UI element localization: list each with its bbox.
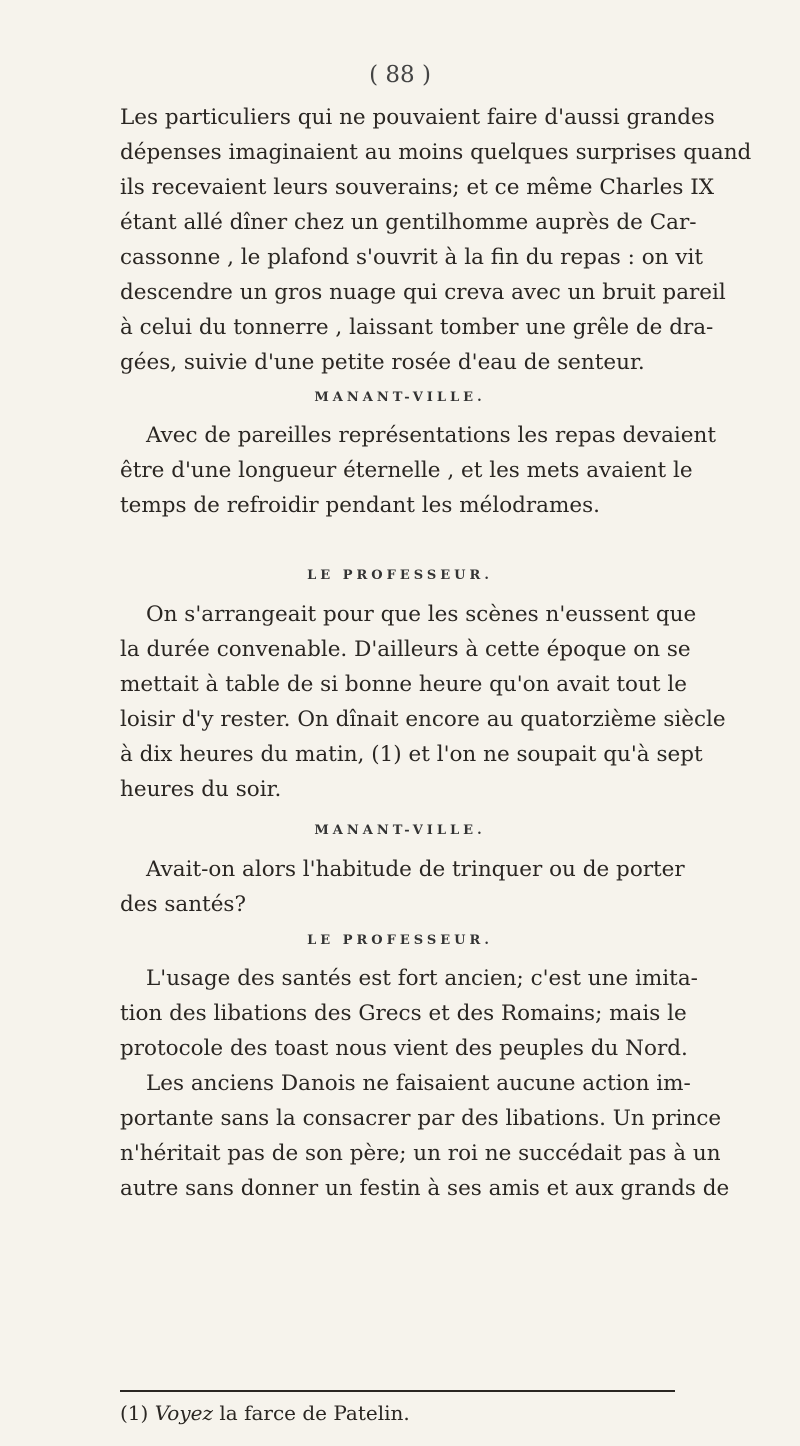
text-line: portante sans la consacrer par des libations. Un prince xyxy=(120,1106,722,1131)
text-line: loisir d'y rester. On dînait encore au quatorzième siècle xyxy=(120,707,726,732)
paragraph xyxy=(120,418,716,523)
text-line: heures du soir. xyxy=(120,777,282,802)
text-line: dépenses imaginaient au moins quelques surprises quand xyxy=(120,140,752,165)
text-line: gées, suivie d'une petite rosée d'eau de senteur. xyxy=(120,350,645,375)
paragraph xyxy=(120,100,752,380)
text-line: protocole des toast nous vient des peuples du Nord. xyxy=(120,1036,688,1061)
text-line: Avait-on alors l'habitude de trinquer ou de porter xyxy=(146,857,685,882)
text-line: à celui du tonnerre , laissant tomber une grêle de dra- xyxy=(120,315,714,340)
footnote-divider xyxy=(120,1390,675,1392)
text-line: à dix heures du matin, (1) et l'on ne soupait qu'à sept xyxy=(120,742,703,767)
text-line: temps de refroidir pendant les mélodrames. xyxy=(120,493,600,518)
text-line: descendre un gros nuage qui creva avec un bruit pareil xyxy=(120,280,726,305)
footnote-text: la farce de Patelin. xyxy=(219,1401,410,1425)
footnote xyxy=(120,1401,410,1425)
text-line: autre sans donner un festin à ses amis et aux grands de xyxy=(120,1176,730,1201)
paragraph xyxy=(120,961,730,1206)
text-line: tion des libations des Grecs et des Romains; mais le xyxy=(120,1001,687,1026)
text-line: Les anciens Danois ne faisaient aucune action im- xyxy=(146,1071,691,1096)
text-line: Avec de pareilles représentations les repas devaient xyxy=(146,423,716,448)
text-line: la durée convenable. D'ailleurs à cette époque on se xyxy=(120,637,691,662)
text-line: cassonne , le plafond s'ouvrit à la fin du repas : on vit xyxy=(120,245,703,270)
speaker-label: LE PROFESSEUR. xyxy=(307,933,493,948)
text-line: étant allé dîner chez un gentilhomme auprès de Car- xyxy=(120,210,697,235)
paragraph xyxy=(120,852,685,922)
speaker-label: MANANT-VILLE. xyxy=(314,390,486,405)
page-number: ( 88 ) xyxy=(369,62,431,88)
speaker-label: MANANT-VILLE. xyxy=(314,823,486,838)
paragraph xyxy=(120,597,726,807)
text-line: mettait à table de si bonne heure qu'on avait tout le xyxy=(120,672,687,697)
footnote-ref: Voyez xyxy=(154,1401,214,1425)
speaker-label: LE PROFESSEUR. xyxy=(307,568,493,583)
text-line: On s'arrangeait pour que les scènes n'eussent que xyxy=(146,602,697,627)
text-line: ils recevaient leurs souverains; et ce même Charles IX xyxy=(120,175,715,200)
text-line: être d'une longueur éternelle , et les mets avaient le xyxy=(120,458,693,483)
text-line: n'héritait pas de son père; un roi ne succédait pas à un xyxy=(120,1141,721,1166)
text-line: Les particuliers qui ne pouvaient faire d'aussi grandes xyxy=(120,105,715,130)
text-line: L'usage des santés est fort ancien; c'est une imita- xyxy=(146,966,698,991)
text-line: des santés? xyxy=(120,892,246,917)
footnote-marker: (1) xyxy=(120,1401,149,1425)
